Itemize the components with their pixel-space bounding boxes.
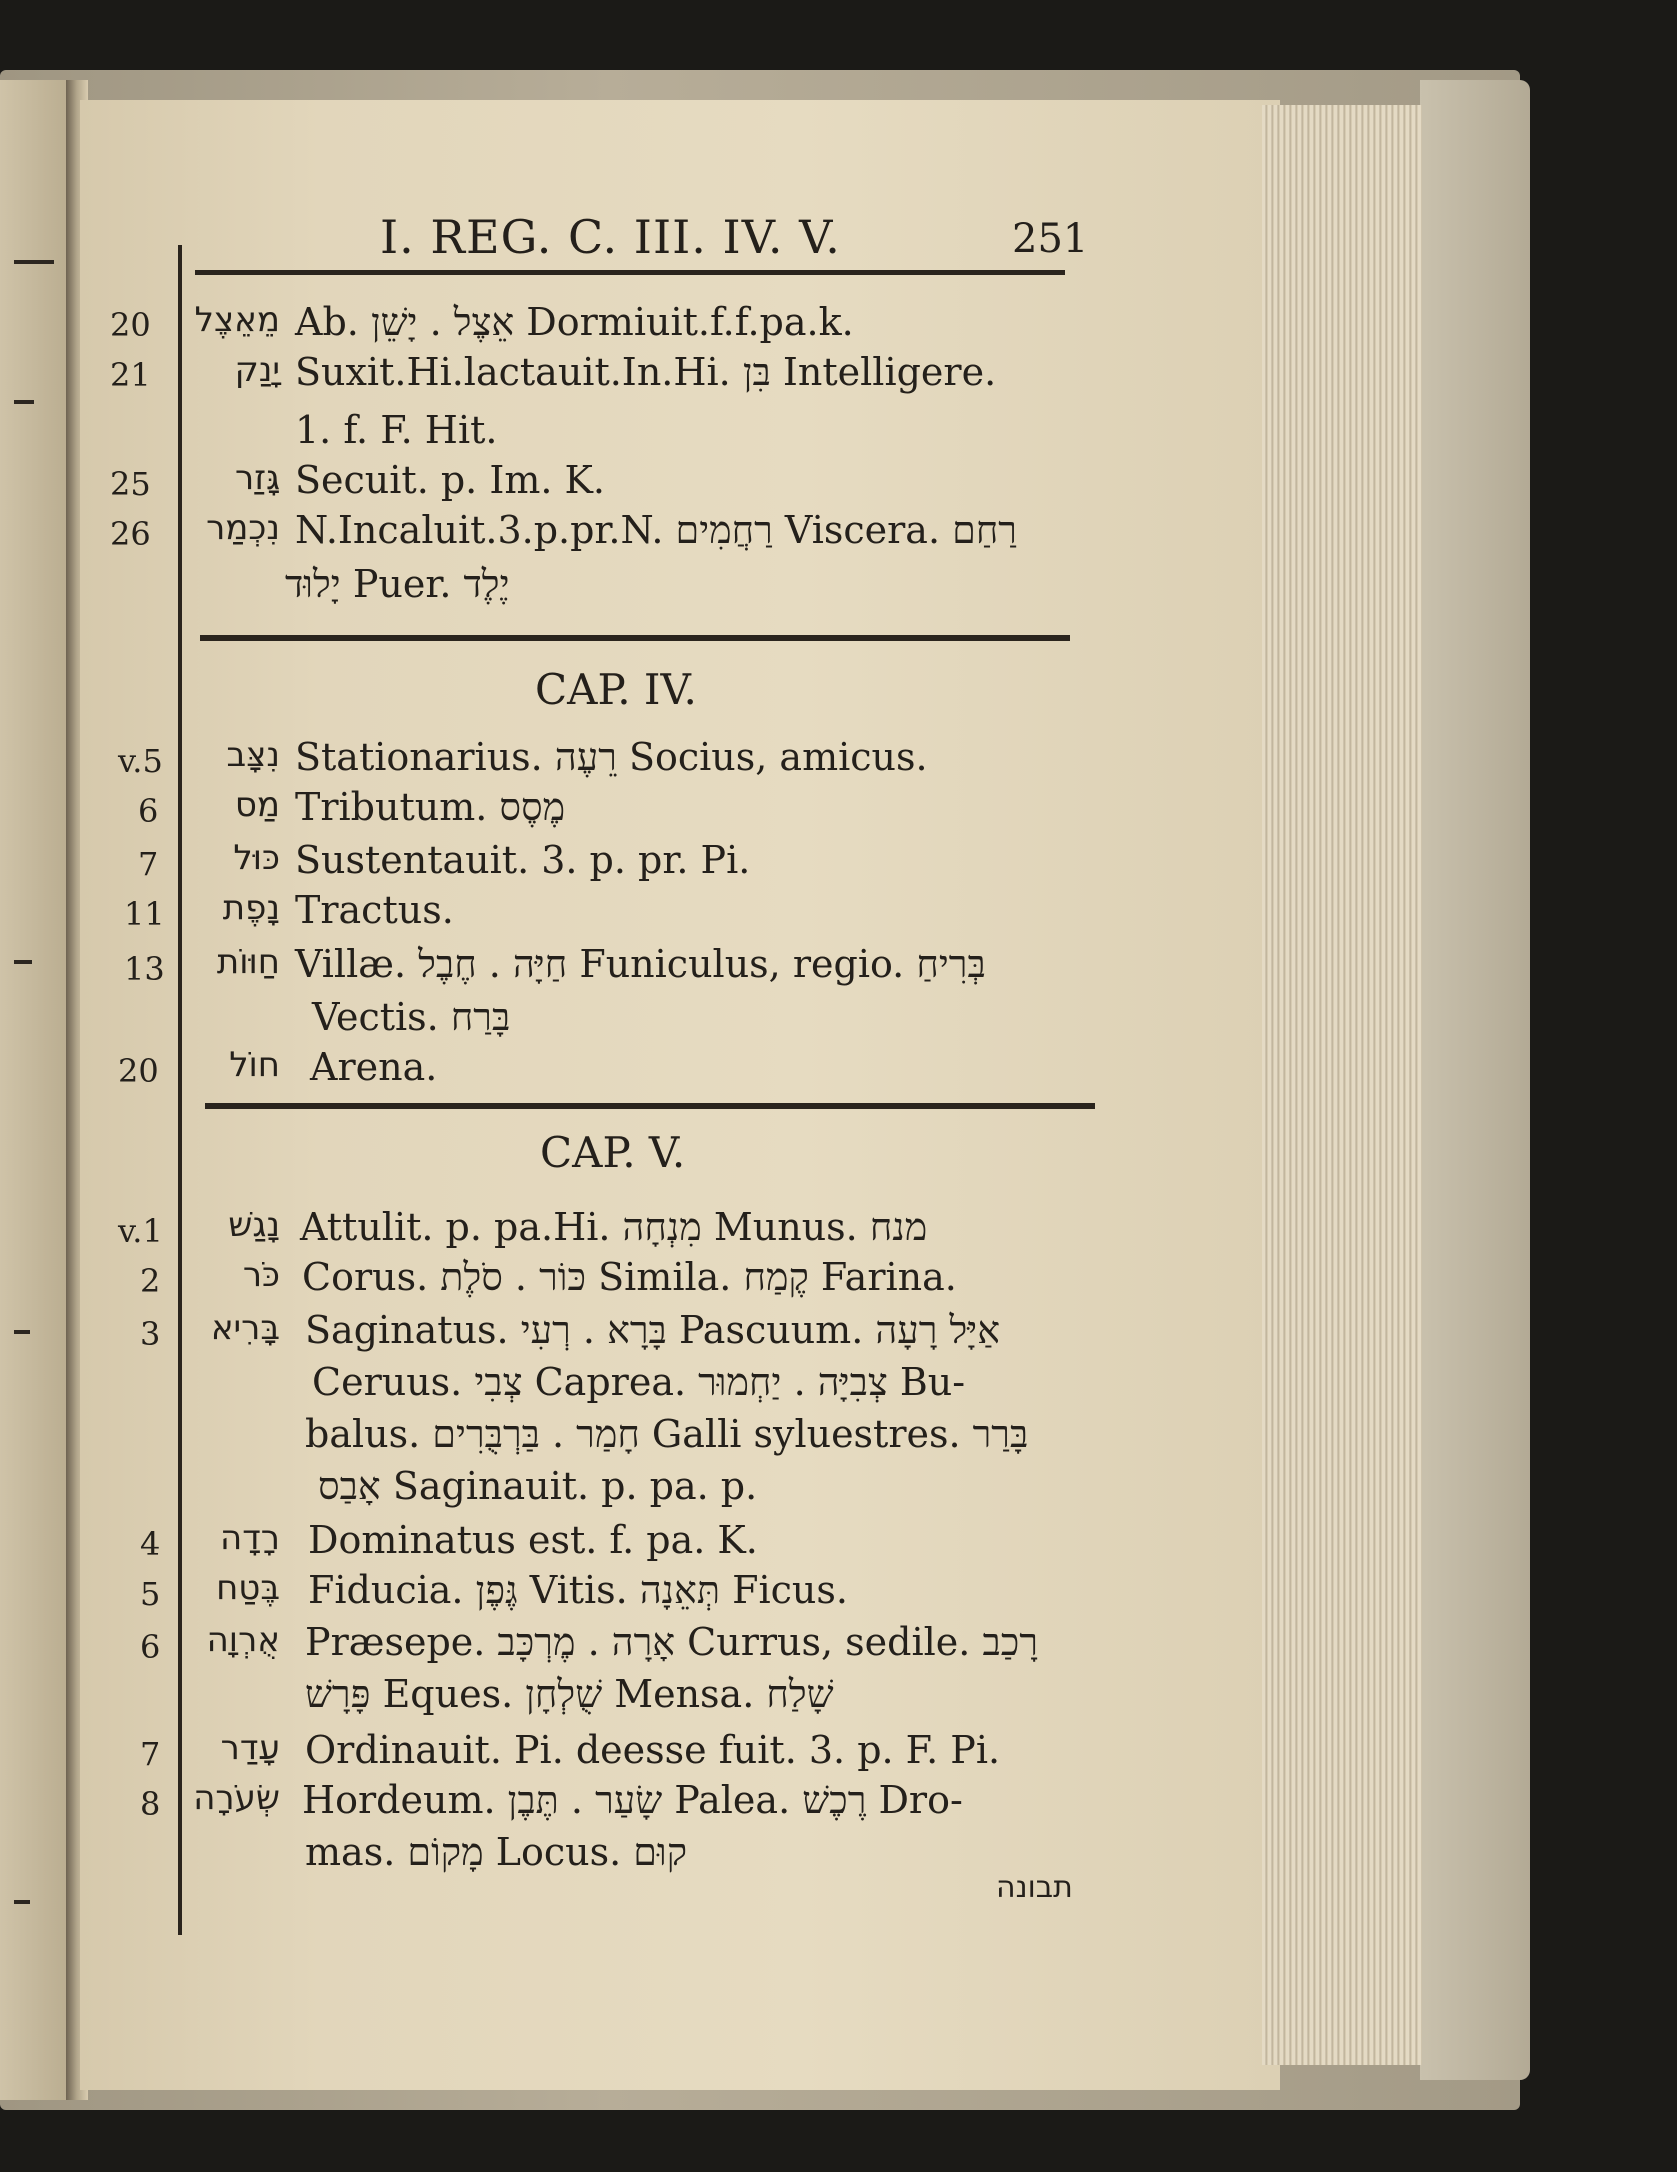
gloss-line: Villæ. חַיָּה . חֶבֶל Funiculus, regio. בְּרִיחַ xyxy=(295,942,986,986)
gloss-line: Ab. אֵצֶל . יָשֵׁן Dormiuit.f.f.pa.k. xyxy=(295,300,854,344)
column-rule xyxy=(178,245,182,1935)
chapter-heading: CAP. V. xyxy=(540,1128,686,1177)
verse-number: 21 xyxy=(110,356,151,394)
verse-number: v.5 xyxy=(118,742,163,780)
facing-page-mark xyxy=(14,1330,30,1334)
verse-number: 5 xyxy=(140,1575,161,1613)
verse-number: 7 xyxy=(140,1735,161,1773)
gloss-line: Secuit. p. Im. K. xyxy=(295,458,606,502)
gloss-line: Attulit. p. pa.Hi. מִנְחָה Munus. מנח xyxy=(300,1205,928,1249)
gloss-line: אָבַס Saginauit. p. pa. p. xyxy=(318,1464,758,1508)
gloss-line: mas. מָקוֹם Locus. קוּם xyxy=(305,1830,688,1874)
verse-number: 7 xyxy=(138,845,159,883)
gloss-line: Fiducia. גֶּפֶן Vitis. תְּאֵנָה Ficus. xyxy=(308,1568,848,1612)
hebrew-lemma: מֵאֵצֶל xyxy=(194,300,280,340)
hebrew-lemma: עָדַר xyxy=(220,1728,280,1768)
hebrew-lemma: בָּרִיא xyxy=(210,1308,280,1348)
hebrew-lemma: חַוּוֹת xyxy=(216,942,280,982)
verse-number: v.1 xyxy=(118,1212,163,1250)
verse-number: 3 xyxy=(140,1315,161,1353)
cover-edge xyxy=(1420,80,1530,2080)
verse-number: 20 xyxy=(118,1052,159,1090)
catchword: תבונה xyxy=(996,1870,1073,1905)
verse-number: 6 xyxy=(140,1628,161,1666)
hebrew-lemma: רָדָה xyxy=(220,1518,280,1558)
gloss-line: Hordeum. שָׂעַר . תֶּבֶן Palea. רֶכֶשׁ Dro- xyxy=(302,1778,963,1822)
gloss-line: balus. חָמַר . בַּרְבֻּרִים Galli syluestres. בָּרַר xyxy=(305,1412,1029,1456)
verse-number: 6 xyxy=(138,792,159,830)
hebrew-lemma: גָּזַר xyxy=(235,458,280,498)
hebrew-lemma: מַס xyxy=(234,785,280,825)
hebrew-lemma: כּוּל xyxy=(233,838,280,878)
verse-number: 8 xyxy=(140,1785,161,1823)
verse-number: 2 xyxy=(140,1262,161,1300)
hebrew-lemma: כֹּר xyxy=(242,1255,280,1295)
page-number: 251 xyxy=(1012,216,1089,262)
gloss-line: Ceruus. צְבִי Caprea. צְבִיָּה . יַחְמוּר Bu- xyxy=(312,1360,966,1404)
hebrew-lemma: נִצָּב xyxy=(226,735,280,775)
gloss-line: 1. f. F. Hit. xyxy=(295,408,498,452)
chapter-heading: CAP. IV. xyxy=(535,665,697,714)
gloss-line: יָלוּד Puer. יֶלֶד xyxy=(285,562,510,606)
gloss-line: Vectis. בָּרַח xyxy=(312,995,511,1039)
hebrew-lemma: נָפֶת xyxy=(222,888,280,928)
facing-page-mark xyxy=(14,960,32,964)
verse-number: 11 xyxy=(124,895,165,933)
section-rule xyxy=(200,635,1070,641)
gloss-line: Tractus. xyxy=(295,888,454,932)
gloss-line: Corus. כּוֹר . סֹלֶת Simila. קֶמַח Farina. xyxy=(302,1255,957,1299)
verse-number: 26 xyxy=(110,515,151,553)
page-edges xyxy=(1262,105,1422,2065)
hebrew-lemma: חוֹל xyxy=(229,1045,280,1085)
running-head: I. REG. C. III. IV. V. xyxy=(380,210,841,264)
gloss-line: Suxit.Hi.lactauit.In.Hi. בִּן Intelligere. xyxy=(295,350,997,394)
facing-page-mark xyxy=(14,260,54,264)
gloss-line: Præsepe. אָרָה . מֶרְכָּב Currus, sedile. רָכַב xyxy=(305,1620,1038,1664)
hebrew-lemma: נִכְמַר xyxy=(206,508,280,548)
verse-number: 4 xyxy=(140,1525,161,1563)
gloss-line: Saginatus. בָּרָא . רְעִי Pascuum. אַיָּל רָעָה xyxy=(305,1308,1001,1352)
section-rule xyxy=(205,1103,1095,1109)
gloss-line: Sustentauit. 3. p. pr. Pi. xyxy=(295,838,751,882)
facing-page-mark xyxy=(14,400,34,404)
header-rule xyxy=(195,270,1065,275)
gloss-line: Arena. xyxy=(310,1045,438,1089)
hebrew-lemma: יָנַק xyxy=(234,350,280,390)
hebrew-lemma: שְׂעֹרָה xyxy=(193,1778,280,1818)
facing-page-mark xyxy=(14,1900,30,1904)
verse-number: 13 xyxy=(124,950,165,988)
gloss-line: פָּרָשׁ Eques. שֻׁלְחָן Mensa. שָׁלַח xyxy=(305,1672,834,1716)
hebrew-lemma: אֻרְוָה xyxy=(206,1620,280,1660)
gloss-line: Dominatus est. f. pa. K. xyxy=(308,1518,758,1562)
gloss-line: Ordinauit. Pi. deesse fuit. 3. p. F. Pi. xyxy=(305,1728,1001,1772)
verse-number: 25 xyxy=(110,465,151,503)
verse-number: 20 xyxy=(110,306,151,344)
gloss-line: Stationarius. רֵעֶה Socius, amicus. xyxy=(295,735,928,779)
gloss-line: N.Incaluit.3.p.pr.N. רַחֲמִים Viscera. רַחַם xyxy=(295,508,1017,552)
hebrew-lemma: נָגַשׁ xyxy=(228,1205,280,1245)
hebrew-lemma: בֶּטַח xyxy=(216,1568,280,1608)
facing-page-edge xyxy=(0,80,72,2100)
gloss-line: Tributum. מֶסֶס xyxy=(295,785,566,829)
